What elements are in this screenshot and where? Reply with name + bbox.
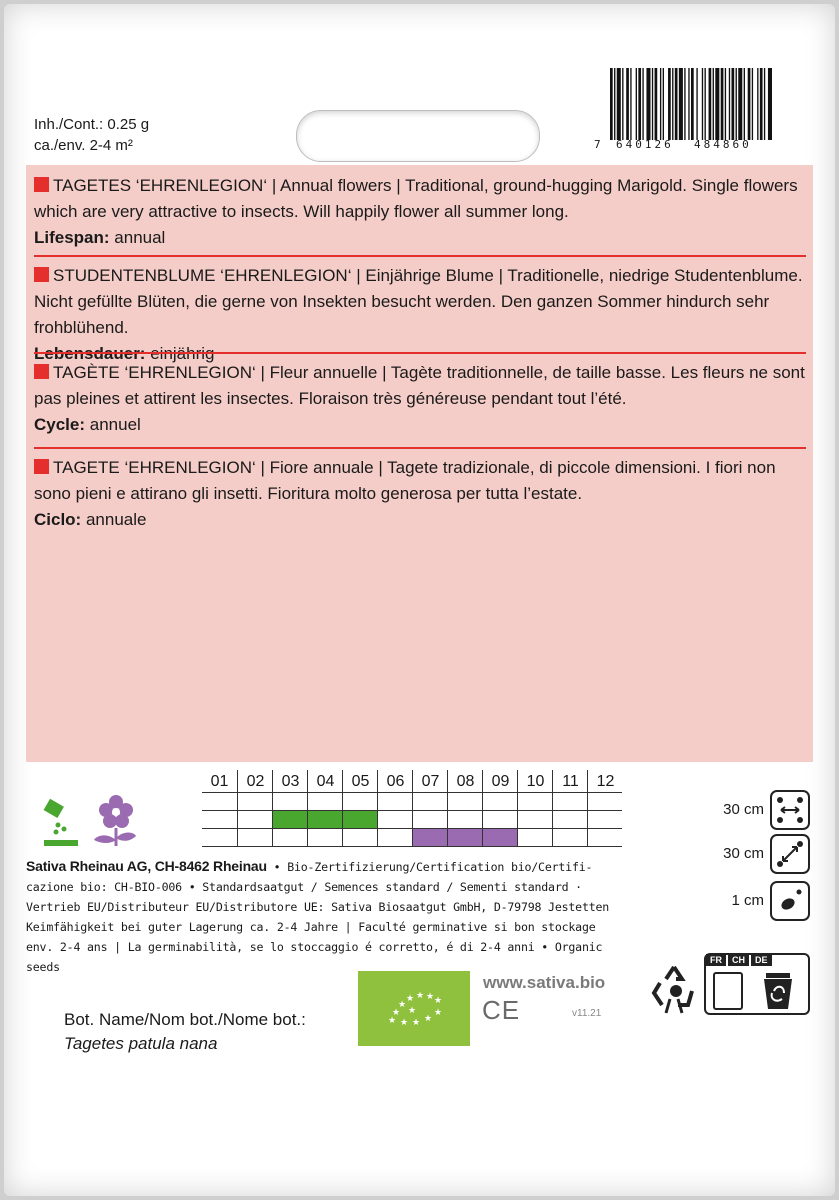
svg-text:★: ★ bbox=[408, 1005, 417, 1015]
calendar-month-08: 08 bbox=[447, 770, 483, 794]
country-tab-ch: CH bbox=[728, 954, 749, 966]
section-english bbox=[34, 173, 806, 251]
disposal-box bbox=[704, 953, 810, 1015]
botanical-name bbox=[64, 1008, 306, 1056]
svg-text:★: ★ bbox=[416, 990, 425, 1000]
cycle-value: annuel bbox=[85, 415, 141, 434]
barcode-bars bbox=[606, 68, 776, 140]
description-en: TAGETES ‘EHRENLEGION‘ | Annual flowers | Traditional, ground-hugging Marigold. Single flowers which are very attractive to insects. Will happily flower all summer long. bbox=[34, 176, 798, 221]
company-line-5: env. 2-4 ans | La germinabilità, se lo stoccaggio é corretto, é di 2-4 anni • Organic seeds bbox=[26, 940, 603, 974]
calendar-month-10: 10 bbox=[517, 770, 553, 794]
section-divider bbox=[34, 255, 806, 257]
sowing-depth bbox=[700, 881, 810, 921]
calendar-month-09: 09 bbox=[482, 770, 518, 794]
svg-text:★: ★ bbox=[398, 999, 407, 1009]
contents-weight: Inh./Cont.: 0.25 g bbox=[34, 116, 150, 133]
sowing-depth-value: 1 cm bbox=[731, 892, 764, 909]
country-tabs bbox=[706, 954, 772, 966]
row-spacing-value: 30 cm bbox=[723, 801, 764, 818]
svg-text:★: ★ bbox=[424, 1013, 433, 1023]
country-tab-fr: FR bbox=[706, 954, 726, 966]
lifespan-value: annual bbox=[109, 228, 166, 247]
company-name: Sativa Rheinau AG, CH-8462 Rheinau bbox=[26, 858, 267, 874]
barcode bbox=[594, 68, 776, 156]
red-square-icon bbox=[34, 364, 49, 379]
svg-text:★: ★ bbox=[426, 991, 435, 1001]
botanical-name-value: Tagetes patula nana bbox=[64, 1034, 218, 1053]
red-square-icon bbox=[34, 459, 49, 474]
description-it: TAGETE ‘EHRENLEGION‘ | Fiore annuale | Tagete tradizionale, di piccole dimensioni. I fiori non sono pieni e attirano gli insetti. Fioritura molto generosa per tutta l’estate. bbox=[34, 458, 776, 503]
company-line-3: Vertrieb EU/Distributeur EU/Distributore UE: Sativa Biosaatgut GmbH, D-79798 Jestetten bbox=[26, 900, 610, 914]
svg-text:★: ★ bbox=[434, 995, 443, 1005]
section-italian bbox=[34, 455, 806, 533]
description-de: STUDENTENBLUME ‘EHRENLEGION‘ | Einjährige Blume | Traditionelle, niedrige Studentenblume. Nicht gefüllte Blüten, die gerne von Insekten besucht werden. Den ganzen Sommer hindurch sehr frohblühend. bbox=[34, 266, 803, 337]
barcode-digit-first: 7 bbox=[594, 138, 601, 151]
certification-text: • Bio-Zertifizierung/Certification bio/Certifi- bbox=[266, 860, 593, 874]
plant-spacing-value: 30 cm bbox=[723, 845, 764, 862]
calendar-month-05: 05 bbox=[342, 770, 378, 794]
calendar-month-03: 03 bbox=[272, 770, 308, 794]
plant-spacing bbox=[700, 834, 810, 874]
sowing-period-bar bbox=[272, 810, 377, 828]
company-line-4: Keimfähigkeit bei guter Lagerung ca. 2-4 Jahre | Faculté germinative si bon stockage bbox=[26, 920, 596, 934]
red-square-icon bbox=[34, 267, 49, 282]
calendar-month-11: 11 bbox=[552, 770, 588, 794]
description-panel bbox=[26, 165, 813, 762]
red-square-icon bbox=[34, 177, 49, 192]
packet-bin-icon bbox=[706, 969, 808, 1013]
svg-text:★: ★ bbox=[406, 993, 415, 1003]
company-line-2: cazione bio: CH-BIO-006 • Standardsaatgut / Semences standard / Sementi standard · bbox=[26, 880, 582, 894]
svg-text:★: ★ bbox=[392, 1007, 401, 1017]
section-divider bbox=[34, 352, 806, 354]
calendar-month-04: 04 bbox=[307, 770, 343, 794]
recycle-arrows-icon bbox=[648, 961, 702, 1017]
eu-organic-logo bbox=[358, 971, 470, 1046]
company-info bbox=[26, 856, 636, 977]
country-tab-de: DE bbox=[751, 954, 772, 966]
calendar-month-07: 07 bbox=[412, 770, 448, 794]
svg-text:★: ★ bbox=[412, 1017, 421, 1027]
sowing-depth-icon bbox=[770, 881, 810, 921]
contents-info bbox=[34, 114, 149, 156]
barcode-digits-left: 640126 bbox=[616, 138, 674, 151]
flowering-period-bar bbox=[412, 828, 517, 846]
botanical-name-label: Bot. Name/Nom bot./Nome bot.: bbox=[64, 1010, 306, 1029]
eu-leaf-stars-icon bbox=[358, 971, 470, 1046]
calendar-month-01: 01 bbox=[210, 773, 229, 790]
plant-spacing-icon bbox=[770, 834, 810, 874]
calendar-grid bbox=[202, 792, 626, 862]
hang-hole bbox=[296, 110, 540, 162]
barcode-digits-right: 484860 bbox=[694, 138, 752, 151]
contents-area: ca./env. 2-4 m² bbox=[34, 137, 133, 154]
cycle-label: Cycle: bbox=[34, 415, 86, 434]
svg-text:★: ★ bbox=[434, 1007, 443, 1017]
row-spacing bbox=[700, 790, 810, 830]
section-divider bbox=[34, 447, 806, 449]
svg-text:★: ★ bbox=[400, 1017, 409, 1027]
ce-mark: CE bbox=[482, 995, 521, 1025]
version-code: v11.21 bbox=[572, 1008, 602, 1019]
svg-text:★: ★ bbox=[388, 1015, 397, 1025]
calendar-months bbox=[202, 770, 622, 794]
calendar-month-12: 12 bbox=[587, 770, 623, 794]
ciclo-label: Ciclo: bbox=[34, 510, 82, 529]
section-french bbox=[34, 360, 806, 438]
ciclo-value: annuale bbox=[81, 510, 147, 529]
calendar-month-06: 06 bbox=[377, 770, 413, 794]
row-spacing-icon bbox=[770, 790, 810, 830]
lifespan-label: Lifespan: bbox=[34, 228, 110, 247]
flower-icon bbox=[88, 794, 148, 846]
calendar-month-02: 02 bbox=[237, 770, 273, 794]
website: www.sativa.bio bbox=[483, 973, 606, 992]
description-fr: TAGÈTE ‘EHRENLEGION‘ | Fleur annuelle | Tagète traditionnelle, de taille basse. Les fleurs ne sont pas pleines et attirent les insectes. Floraison très généreuse pendant tout l’été. bbox=[34, 363, 805, 408]
